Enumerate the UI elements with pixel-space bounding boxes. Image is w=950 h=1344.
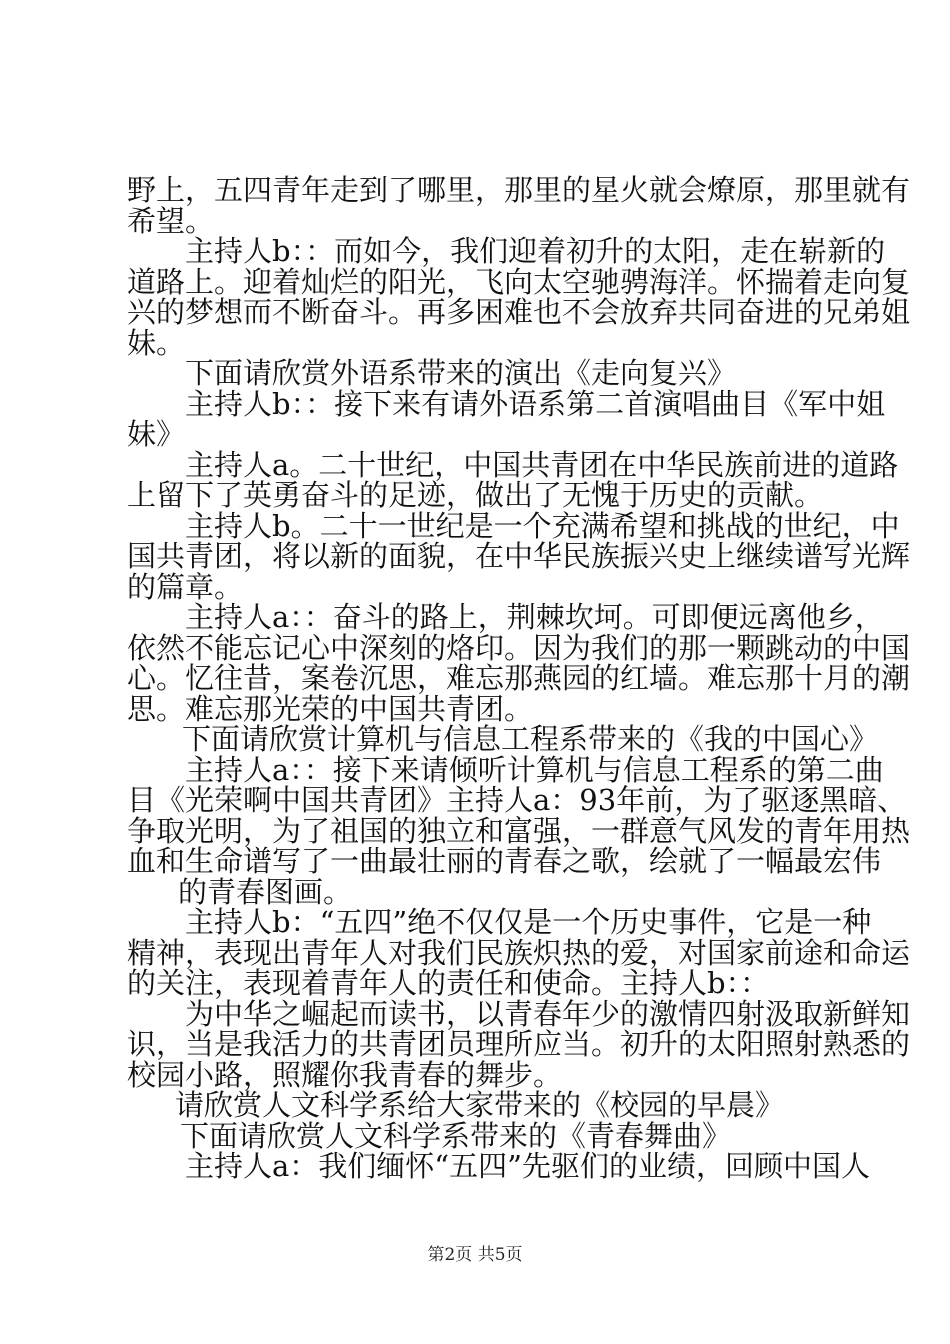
text-line: 主持人b。二十一世纪是一个充满希望和挑战的世纪，中 [185,509,900,543]
text-line: 主持人b：：而如今，我们迎着初升的太阳，走在崭新的 [185,234,886,268]
text-line: 国共青团，将以新的面貌，在中华民族振兴史上继续谱写光辉 [127,539,911,573]
text-line: 主持人a：我们缅怀“五四”先驱们的业绩，回顾中国人 [185,1149,870,1183]
text-line: 下面请欣赏计算机与信息工程系带来的《我的中国心》 [182,722,879,756]
text-line: 的青春图画。 [178,875,353,909]
text-line: 的关注，表现着青年人的责任和使命。主持人b：： [127,966,770,1000]
text-line: 识，当是我活力的共青团员理所应当。初升的太阳照射熟悉的 [127,1027,911,1061]
text-line: 校园小路，照耀你我青春的舞步。 [127,1058,563,1092]
text-line: 主持人b：“五四”绝不仅仅是一个历史事件，它是一种 [185,905,872,939]
text-line: 主持人b：：接下来有请外语系第二首演唱曲目《军中姐 [185,387,886,421]
text-line: 目《光荣啊中国共青团》主持人a：93年前，为了驱逐黑暗、 [127,783,907,817]
text-line: 争取光明，为了祖国的独立和富强，一群意气风发的青年用热 [127,814,911,848]
text-line: 妹。 [127,326,186,360]
text-line: 主持人a：：奋斗的路上，荆棘坎坷。可即便远离他乡， [185,600,884,634]
text-line: 兴的梦想而不断奋斗。再多困难也不会放弃共同奋进的兄弟姐 [127,295,911,329]
text-line: 的篇章。 [127,570,244,604]
text-line: 主持人a：：接下来请倾听计算机与信息工程系的第二曲 [185,753,884,787]
text-line: 精神，表现出青年人对我们民族炽热的爱，对国家前途和命运 [127,936,911,970]
text-line: 为中华之崛起而读书，以青春年少的激情四射汲取新鲜知 [185,997,911,1031]
text-line: 依然不能忘记心中深刻的烙印。因为我们的那一颗跳动的中国 [127,631,911,665]
text-line: 妹》 [127,417,186,451]
text-line: 心。忆往昔，案卷沉思，难忘那燕园的红墙。难忘那十月的潮 [127,661,911,695]
text-line: 下面请欣赏人文科学系带来的《青春舞曲》 [180,1119,732,1153]
text-line: 上留下了英勇奋斗的足迹，做出了无愧于历史的贡献。 [127,478,824,512]
page-footer: 第2页 共5页 [427,1245,523,1265]
text-line: 血和生命谱写了一曲最壮丽的青春之歌，绘就了一幅最宏伟 [127,844,882,878]
text-line: 野上，五四青年走到了哪里，那里的星火就会燎原，那里就有 [127,173,911,207]
text-line: 希望。 [127,204,215,238]
text-line: 主持人a。二十世纪，中国共青团在中华民族前进的道路 [185,448,899,482]
text-line: 请欣赏人文科学系给大家带来的《校园的早晨》 [175,1088,785,1122]
text-line: 下面请欣赏外语系带来的演出《走向复兴》 [185,356,737,390]
text-line: 道路上。迎着灿烂的阳光，飞向太空驰骋海洋。怀揣着走向复 [127,265,911,299]
text-line: 思。难忘那光荣的中国共青团。 [127,692,534,726]
